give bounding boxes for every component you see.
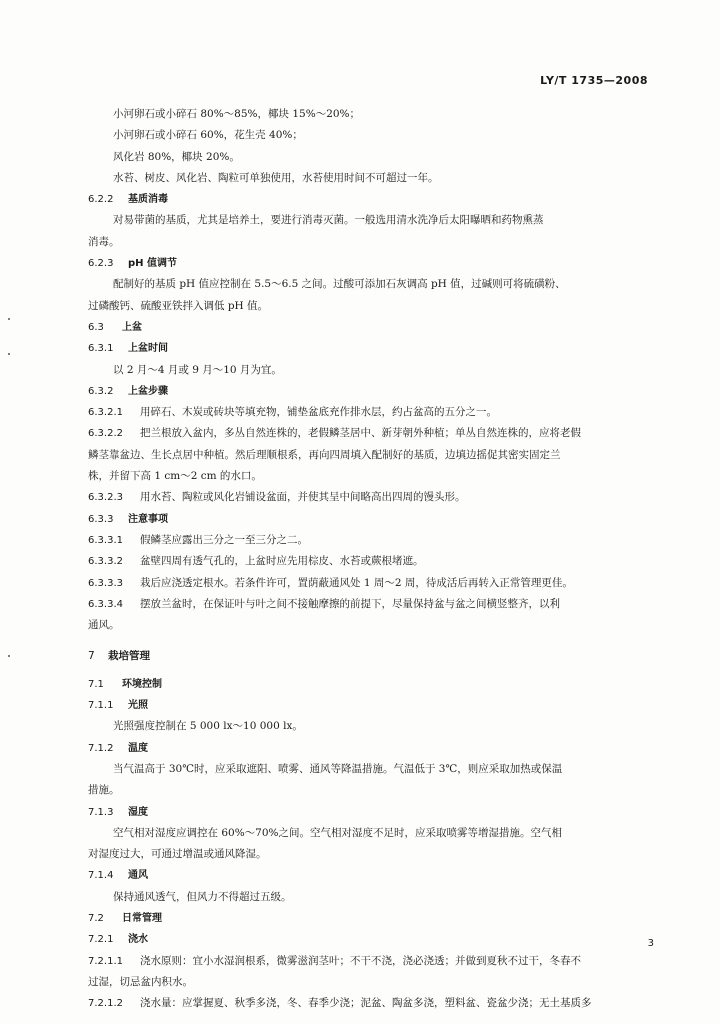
clause: 6.3.2.3 用水苔、陶粒或风化岩铺设盆面，并使其呈中间略高出四周的馒头形。: [88, 491, 466, 504]
scan-mark: [8, 655, 10, 657]
text-line: 配制好的基质 pH 值应控制在 5.5～6.5 之间。过酸可添加石灰调高 pH 值，过碱则可将硫磺粉、: [113, 278, 566, 291]
clause: 7.2.1.2 浇水量：应掌握夏、秋季多浇，冬、春季少浇；泥盆、陶盆多浇，塑料盆、瓷盆少浇；无土基质多: [88, 997, 592, 1010]
text-line: 对易带菌的基质，尤其是培养土，要进行消毒灭菌。一般选用清水洗净后太阳曝晒和药物熏蒸: [113, 214, 544, 227]
clause: 6.3.2.1 用碎石、木炭或砖块等填充物，铺垫盆底充作排水层，约占盆高的五分之一。: [88, 406, 497, 419]
section-heading: 7.1.2 温度: [88, 742, 148, 754]
section-heading: 6.3.2 上盆步骤: [88, 385, 168, 397]
text-line: 空气相对湿度应调控在 60%～70%之间。空气相对湿度不足时，应采取喷雾等增湿措施。空气相: [113, 826, 563, 839]
clause: 6.3.3.2 盆壁四周有透气孔的，上盆时应先用棕皮、水苔或蕨根堵遮。: [88, 555, 424, 568]
clause: 6.3.3.1 假鳞茎应露出三分之一至三分之二。: [88, 533, 308, 546]
body-text: [88, 104, 658, 1014]
text-line: 小河卵石或小碎石 60%，花生壳 40%；: [113, 129, 303, 142]
chapter-heading: 7 栽培管理: [88, 650, 150, 663]
text-line: 保持通风透气，但风力不得超过五级。: [113, 890, 292, 903]
scan-mark: [8, 318, 10, 320]
section-heading: 7.1 环境控制: [88, 678, 162, 690]
section-heading: 6.3.1 上盆时间: [88, 343, 168, 355]
text-line: 鳞茎靠盆边、生长点居中种植。然后理顺根系，再向四周填入配制好的基质，边填边摇促其密实固定兰: [88, 448, 561, 461]
clause: 6.3.3.4 摆放兰盆时，在保证叶与叶之间不接触摩擦的前提下，尽量保持盆与盆之间横竖整齐，以利: [88, 597, 560, 610]
section-heading: 7.1.3 湿度: [88, 806, 148, 818]
clause: 6.3.3.3 栽后应浇透定根水。若条件许可，置荫蔽通风处 1 周～2 周，待成活后再转入正常管理更佳。: [88, 576, 573, 589]
text-line: 株，并留下高 1 cm～2 cm 的水口。: [88, 470, 262, 483]
text-line: 过湿，切忌盆内积水。: [88, 975, 193, 988]
text-line: 风化岩 80%，椰块 20%。: [113, 150, 240, 163]
section-heading: 6.2.3 pH 值调节: [88, 258, 178, 270]
text-line: 消毒。: [88, 235, 120, 248]
clause: 6.3.2.2 把兰根放入盆内，多丛自然连株的，老假鳞茎居中、新芽朝外种植；单丛自然连株的，应将老假: [88, 427, 581, 440]
text-line: 措施。: [88, 784, 120, 797]
text-line: 过磷酸钙、硫酸亚铁拌入调低 pH 值。: [88, 299, 269, 312]
section-heading: 6.2.2 基质消毒: [88, 194, 168, 206]
section-heading: 7.1.1 光照: [88, 700, 148, 712]
text-line: 通风。: [88, 619, 120, 632]
text-line: 小河卵石或小碎石 80%～85%，椰块 15%～20%；: [113, 108, 361, 120]
text-line: 水苔、树皮、风化岩、陶粒可单独使用，水苔使用时间不可超过一年。: [113, 171, 439, 184]
scan-mark: [8, 353, 10, 355]
section-heading: 6.3 上盆: [88, 321, 142, 333]
standard-number: LY/T 1735—2008: [540, 74, 648, 87]
section-heading: 7.2.1 浇水: [88, 934, 148, 946]
clause: 7.2.1.1 浇水原则：宜小水湿润根系，微雾滋润茎叶；不干不浇，浇必浇透；并做到夏秋不过干，冬春不: [88, 954, 581, 967]
text-line: 光照强度控制在 5 000 lx～10 000 lx。: [113, 720, 303, 733]
section-heading: 7.2 日常管理: [88, 912, 162, 924]
text-line: 当气温高于 30℃时，应采取遮阳、喷雾、通风等降温措施。气温低于 3℃，则应采取加热或保温: [113, 762, 563, 775]
text-line: 以 2 月～4 月或 9 月～10 月为宜。: [113, 363, 282, 376]
text-line: 对湿度过大，可通过增温或通风降湿。: [88, 848, 267, 861]
section-heading: 6.3.3 注意事项: [88, 513, 168, 525]
page-number: 3: [647, 938, 654, 949]
section-heading: 7.1.4 通风: [88, 870, 148, 882]
